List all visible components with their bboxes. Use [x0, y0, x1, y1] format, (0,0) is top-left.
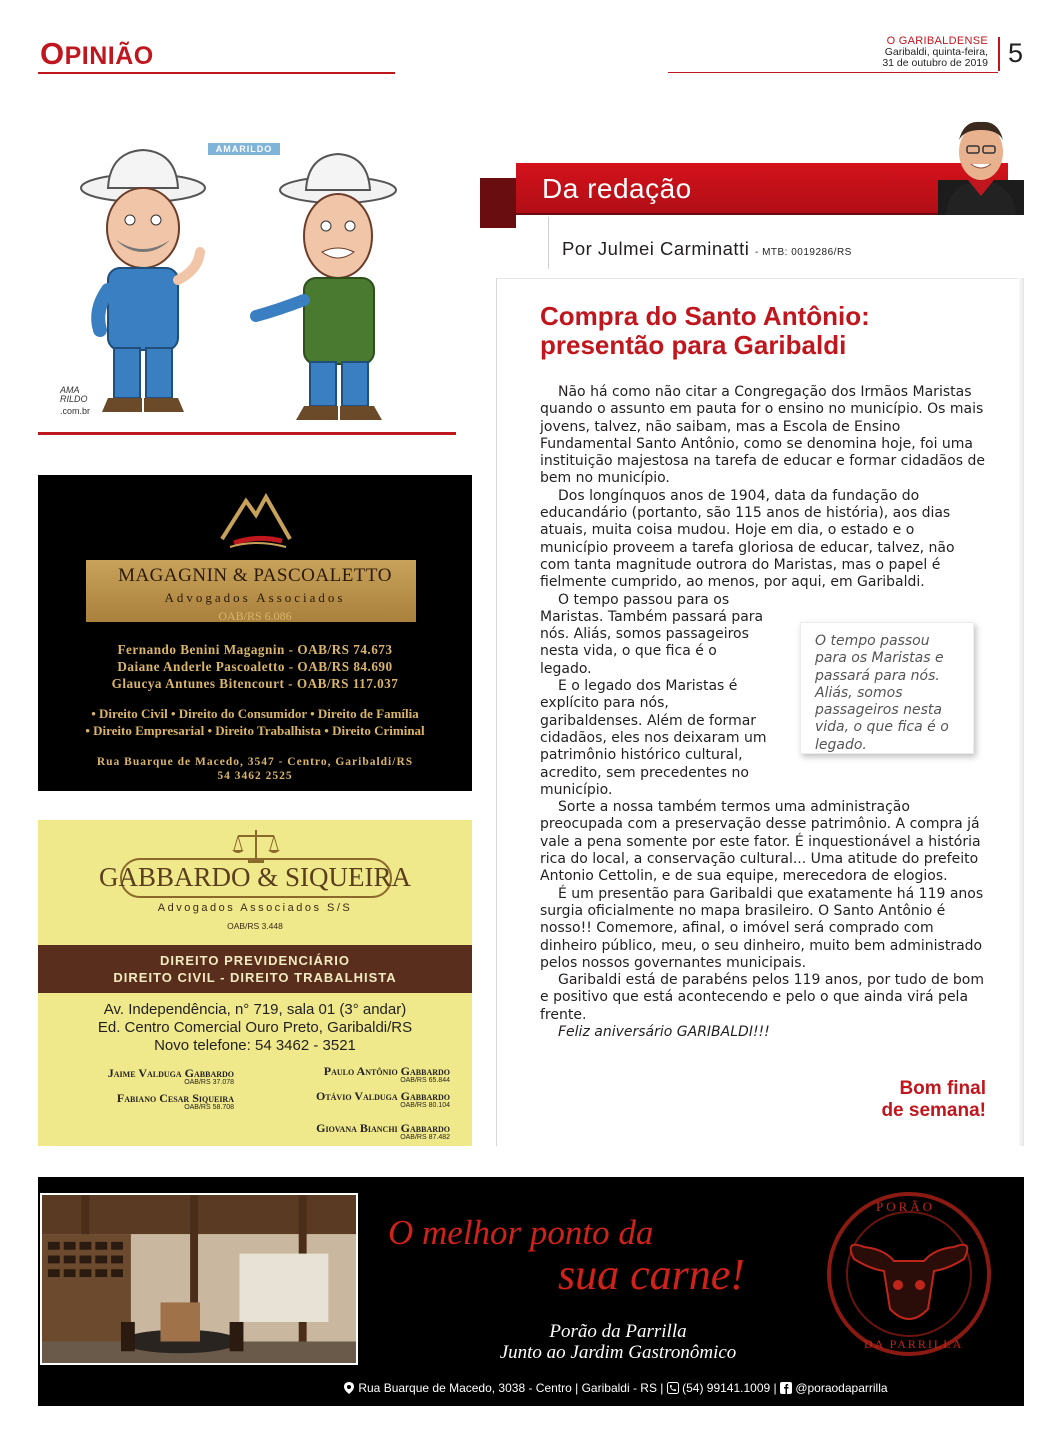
- firm-name: MAGAGNIN & PASCOALETTO: [118, 565, 392, 586]
- cartoon-signature: AMA RILDO: [60, 385, 88, 404]
- logo-text-bottom: DA PARRILLA: [864, 1337, 964, 1351]
- ad-magagnin-pascoaletto: [38, 475, 472, 791]
- byline: [562, 238, 852, 260]
- page-number-separator: [998, 37, 1000, 71]
- logo-text-top: PORÃO: [876, 1199, 936, 1214]
- firm-address: Rua Buarque de Macedo, 3547 - Centro, Garibaldi/RS: [96, 756, 414, 768]
- restaurant-place: [486, 1321, 750, 1363]
- lawyer-name: Daiane Anderle Pascoaletto - OAB/RS 84.690: [117, 659, 393, 674]
- article-frame-shadow: [1018, 278, 1024, 1146]
- closing-line: [540, 1024, 986, 1041]
- date-line-1: Garibaldi, quinta-feira,: [884, 46, 988, 58]
- signoff-line-1: Bom final: [899, 1078, 986, 1099]
- restaurant-location: Junto ao Jardim Gastronômico: [499, 1342, 737, 1363]
- slogan-line-1: O melhor ponto da: [388, 1213, 654, 1252]
- lawyer-entry: [238, 1123, 450, 1142]
- section-title-rest: PINIÃO: [64, 42, 154, 70]
- contact-separator: |: [773, 1380, 780, 1395]
- signoff-line-2: de semana!: [881, 1100, 986, 1121]
- contact-social: @poraodaparrilla: [795, 1380, 888, 1395]
- firm-phone: 54 3462 2525: [217, 770, 293, 782]
- column-header-shadow: [480, 178, 516, 228]
- pull-quote: O tempo passou para os Maristas e passará para nós. Aliás, somos passageiros nesta vida, o que fica é o legado.: [800, 622, 974, 754]
- paragraph: Não há como não citar a Congregação dos Irmãos Maristas quando o assunto em pauta for o ensino no município. Os mais jovens, talvez, não saibam, mas a Escola de Ensino Fundamental Santo Antônio, como se denomina hoje, foi uma instituição majestosa na tarefa de educar e formar cidadãos de bem no município.: [540, 384, 985, 487]
- lawyer-oab: OAB/RS 80.104: [400, 1102, 450, 1109]
- section-title-initial: O: [40, 36, 65, 71]
- address-phone: Novo telefone: 54 3462 - 3521: [154, 1037, 356, 1054]
- author-photo: [938, 110, 1024, 215]
- lawyer-entry: [58, 1093, 234, 1112]
- lawyer-entry: [258, 1066, 450, 1085]
- ad-gabbardo-siqueira: [38, 820, 472, 1146]
- lawyer-name: Glaucya Antunes Bitencourt - OAB/RS 117.037: [111, 676, 399, 691]
- lawyer-name: Otávio Valduga Gabbardo: [315, 1089, 450, 1103]
- article-headline: [540, 302, 980, 360]
- header-rule-left: [38, 72, 395, 74]
- lawyer-entry: [58, 1068, 234, 1087]
- editorial-cartoon: [38, 140, 456, 430]
- paragraph: O tempo passou para os Maristas. Também passará para nós. Aliás, somos passageiros nesta vida, o que fica é o legado.: [540, 591, 764, 677]
- newspaper-name: O GARIBALDENSE: [886, 35, 988, 47]
- cartoon-rule: [38, 432, 456, 435]
- ad-porao-da-parrilla: [38, 1177, 1024, 1406]
- paragraph: E o legado dos Maristas é explícito para nós, garibaldenses. Além de formar cidadãos, eles nos deixaram um patrimônio histórico cultural, acredito, sem precedentes no município.: [540, 678, 767, 798]
- lawyer-oab: OAB/RS 58.708: [184, 1104, 234, 1111]
- cartoon-illustration: [38, 140, 456, 430]
- headline-line-1: Compra do Santo Antônio:: [540, 301, 870, 331]
- page-number: 5: [1008, 38, 1024, 68]
- lawyer-entry: [258, 1091, 450, 1110]
- paragraph: Garibaldi está de parabéns pelos 119 anos, por tudo de bom e positivo que está acontecendo e pelo o que ainda virá pela frente.: [540, 972, 984, 1023]
- section-title: [40, 36, 154, 72]
- address-line-1: Av. Independência, n° 719, sala 01 (3° andar): [103, 1001, 407, 1018]
- firm-address: [38, 1001, 472, 1055]
- lawyer-oab: OAB/RS 37.078: [184, 1079, 234, 1086]
- paragraph: Sorte a nossa também termos uma administração preocupada com a preservação desse patrimônio. A compra já vale a pena somente por este fator. É inquestionável a história rica do local, a conservação cultural... Uma atitude do prefeito Antonio Cettolin, e de sua equipe, merecedora de elogios.: [540, 799, 981, 885]
- phone-icon: [667, 1382, 679, 1394]
- practice-areas-line-1: DIREITO PREVIDENCIÁRIO: [159, 953, 351, 968]
- masthead: [882, 36, 988, 69]
- lawyer-oab: OAB/RS 65.844: [400, 1077, 450, 1084]
- slogan-line-2: sua carne!: [558, 1250, 745, 1299]
- lawyer-name: Paulo Antônio Gabbardo: [323, 1064, 450, 1078]
- firm-subtitle: Advogados Associados: [164, 590, 346, 605]
- paragraph: Dos longínquos anos de 1904, data da fundação do educandário (portanto, são 115 anos de história), aos dias atuais, muita coisa mudou. Hoje em dia, o estado e o município proveem a tarefa gloriosa de educar, talvez, não com tanta magnitude outrora do Maristas, mas o papel é fielmente cumprido, ao menos, por aqui, em Garibaldi.: [540, 487, 955, 591]
- firm-oab: OAB/RS 6.086: [218, 609, 292, 623]
- facebook-icon: [780, 1382, 792, 1394]
- headline-line-2: presentão para Garibaldi: [540, 330, 847, 360]
- practice-areas-band: [38, 945, 472, 993]
- contact-bar: [343, 1380, 888, 1395]
- cartoonist-tag: AMARILDO: [208, 143, 280, 155]
- cartoon-site: .com.br: [60, 406, 91, 416]
- column-title: Da redação: [542, 173, 692, 204]
- practice-areas-line-1: • Direito Civil • Direito do Consumidor • Direito de Família: [91, 706, 419, 721]
- firm-name: GABBARDO & SIQUEIRA: [98, 862, 412, 892]
- address-line-2: Ed. Centro Comercial Ouro Preto, Garibaldi/RS: [97, 1019, 413, 1036]
- lawyer-name: Giovana Bianchi Gabbardo: [316, 1121, 450, 1135]
- mountain-logo-icon: [220, 489, 292, 553]
- contact-address: Rua Buarque de Macedo, 3038 - Centro | Garibaldi - RS |: [358, 1380, 664, 1395]
- location-pin-icon: [343, 1382, 355, 1394]
- practice-areas-line-2: • Direito Empresarial • Direito Trabalhista • Direito Criminal: [85, 723, 425, 738]
- restaurant-photo: [40, 1193, 358, 1365]
- author-mtb: - MTB: 0019286/RS: [754, 247, 852, 258]
- firm-subtitle: Advogados Associados S/S: [157, 902, 353, 914]
- lawyer-oab: OAB/RS 87.482: [400, 1134, 450, 1141]
- author-name: Por Julmei Carminatti: [562, 238, 750, 259]
- lawyer-name: Fabiano Cesar Siqueira: [116, 1091, 234, 1105]
- practice-areas-line-2: DIREITO CIVIL - DIREITO TRABALHISTA: [113, 970, 397, 985]
- firm-contact: [38, 755, 472, 783]
- practice-areas: [38, 705, 472, 739]
- date-line-2: 31 de outubro de 2019: [882, 57, 988, 69]
- closing-line-text: Feliz aniversário GARIBALDI!!!: [558, 1023, 770, 1040]
- lawyer-name: Jaime Valduga Gabbardo: [107, 1066, 234, 1080]
- lawyer-list: [38, 641, 472, 692]
- firm-oab: OAB/RS 3.448: [227, 921, 283, 931]
- lawyer-name: Fernando Benini Magagnin - OAB/RS 74.673: [117, 642, 393, 657]
- paragraph: É um presentão para Garibaldi que exatamente há 119 anos surgia oficialmente no mapa brasileiro. O Santo Antônio é nosso!! Comemore, afinal, o imóvel será comprado com dinheiro público, meu, o seu dinheiro, muito bem administrado pelos nossos governantes municipais.: [540, 885, 984, 971]
- signoff: [840, 1078, 986, 1122]
- header-rule-right: [668, 72, 998, 73]
- restaurant-name: Porão da Parrilla: [549, 1321, 687, 1342]
- contact-phone: (54) 99141.1009: [682, 1380, 771, 1395]
